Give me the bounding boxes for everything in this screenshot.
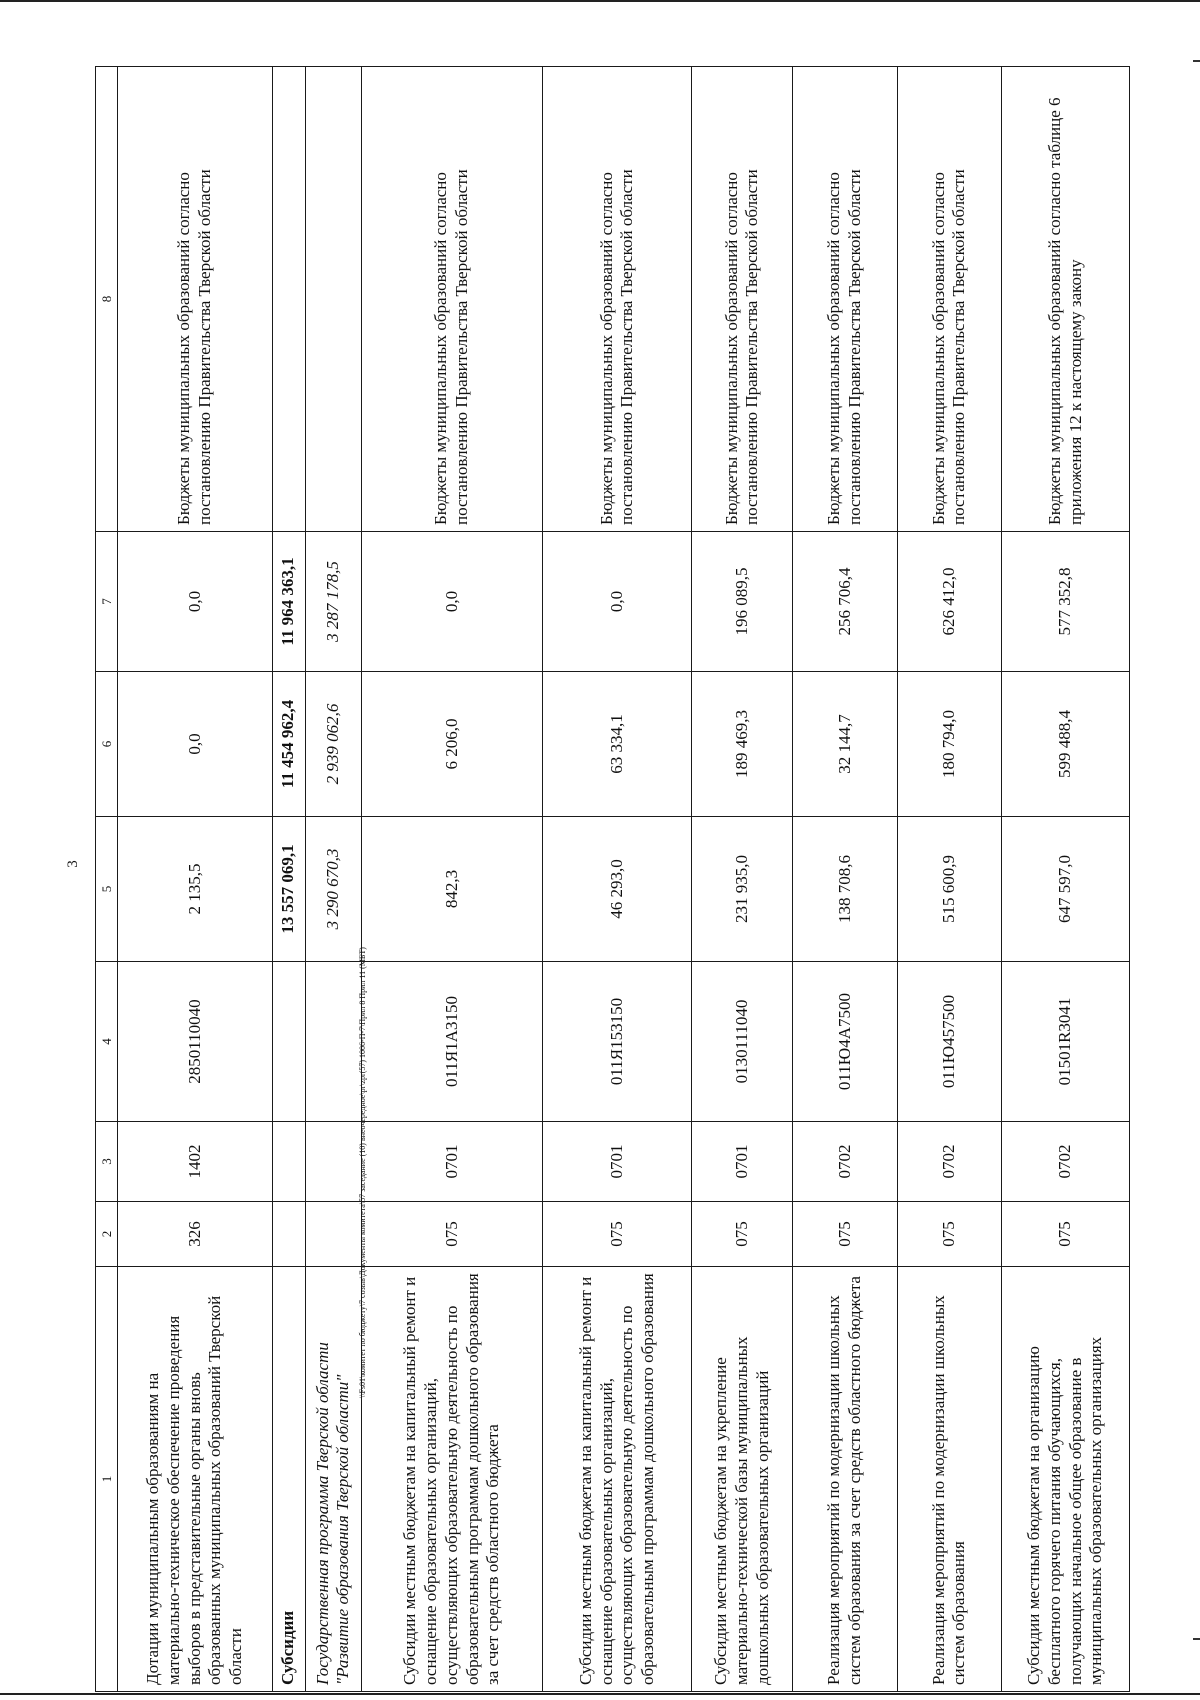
- code-cell: [305, 962, 361, 1122]
- page-number: 3: [64, 860, 81, 868]
- row-name: Субсидии местным бюджетам на капитальный ремонт и оснащение образовательных организаций, осуществляющих образовательную деятельность по образовательным программам дошкольного образования за счет средств областного бюджета: [362, 1267, 543, 1692]
- footer-file-path: \\Fs01\комитет по бюджету\7 созыв\Документы комитета\57 заседание (10) внеочередное\pr\zpr(57) 1006-П-7\Прил 8 Прил 11 (МБТ): [358, 947, 367, 1398]
- code-cell: 0701: [543, 1122, 692, 1202]
- scan-edge-bottom: [0, 1693, 1200, 1695]
- code-cell: 075: [692, 1202, 793, 1267]
- amount-cell: 6 206,0: [362, 672, 543, 817]
- amount-cell: 0,0: [543, 532, 692, 672]
- scan-edge-top: [0, 0, 1200, 2]
- code-cell: 0701: [362, 1122, 543, 1202]
- amount-cell: 3 290 670,3: [305, 817, 361, 962]
- column-header: 5: [96, 817, 118, 962]
- code-cell: [272, 1122, 305, 1202]
- code-cell: 0702: [793, 1122, 897, 1202]
- row-name: Дотации муниципальным образованиям на материально-техническое обеспечение проведения выборов в представительные органы вновь образованных муниципальных образований Тверской области: [118, 1267, 272, 1692]
- code-cell: 011Ю457500: [897, 962, 1001, 1122]
- rotated-table-container: [95, 67, 1130, 1692]
- code-cell: 326: [118, 1202, 272, 1267]
- recipient-cell: Бюджеты муниципальных образований согласно таблице 6 приложения 12 к настоящему закону: [1002, 67, 1130, 532]
- amount-cell: 13 557 069,1: [272, 817, 305, 962]
- row-name: Субсидии местным бюджетам на укрепление материально-технической базы муниципальных дошкольных образовательных организаций: [692, 1267, 793, 1692]
- row-name: Реализация мероприятий по модернизации школьных систем образования за счет средств областного бюджета: [793, 1267, 897, 1692]
- amount-cell: 3 287 178,5: [305, 532, 361, 672]
- code-cell: 075: [793, 1202, 897, 1267]
- row-name: Государственная программа Тверской области "Развитие образования Тверской области": [305, 1267, 361, 1692]
- amount-cell: 647 597,0: [1002, 817, 1130, 962]
- code-cell: 0702: [1002, 1122, 1130, 1202]
- amount-cell: 842,3: [362, 817, 543, 962]
- table-row: [1002, 67, 1130, 1692]
- table-row: [793, 67, 897, 1692]
- code-cell: 011Ю4А7500: [793, 962, 897, 1122]
- column-header: 7: [96, 532, 118, 672]
- amount-cell: 231 935,0: [692, 817, 793, 962]
- code-cell: 2850110040: [118, 962, 272, 1122]
- code-cell: 011Я1А3150: [362, 962, 543, 1122]
- recipient-cell: Бюджеты муниципальных образований согласно постановлению Правительства Тверской области: [362, 67, 543, 532]
- amount-cell: 63 334,1: [543, 672, 692, 817]
- recipient-cell: Бюджеты муниципальных образований согласно постановлению Правительства Тверской области: [793, 67, 897, 532]
- budget-table: [95, 66, 1130, 1692]
- table-row: [118, 67, 272, 1692]
- table-row: [543, 67, 692, 1692]
- amount-cell: 599 488,4: [1002, 672, 1130, 817]
- recipient-cell: [272, 67, 305, 532]
- recipient-cell: Бюджеты муниципальных образований согласно постановлению Правительства Тверской области: [897, 67, 1001, 532]
- code-cell: [272, 962, 305, 1122]
- code-cell: 075: [543, 1202, 692, 1267]
- code-cell: 0130111040: [692, 962, 793, 1122]
- amount-cell: 189 469,3: [692, 672, 793, 817]
- amount-cell: 196 089,5: [692, 532, 793, 672]
- amount-cell: 32 144,7: [793, 672, 897, 817]
- code-cell: 011Я153150: [543, 962, 692, 1122]
- amount-cell: 0,0: [362, 532, 543, 672]
- code-cell: 0701: [692, 1122, 793, 1202]
- scan-mark: [1193, 1638, 1200, 1640]
- code-cell: [305, 1122, 361, 1202]
- amount-cell: 256 706,4: [793, 532, 897, 672]
- amount-cell: 515 600,9: [897, 817, 1001, 962]
- table-row: [897, 67, 1001, 1692]
- column-header: 3: [96, 1122, 118, 1202]
- code-cell: 0702: [897, 1122, 1001, 1202]
- table-row: [692, 67, 793, 1692]
- row-name: Субсидии местным бюджетам на капитальный ремонт и оснащение образовательных организаций, осуществляющих образовательную деятельность по образовательным программам дошкольного образования: [543, 1267, 692, 1692]
- recipient-cell: Бюджеты муниципальных образований согласно постановлению Правительства Тверской области: [543, 67, 692, 532]
- amount-cell: 11 964 363,1: [272, 532, 305, 672]
- amount-cell: 0,0: [118, 532, 272, 672]
- row-name: Субсидии местным бюджетам на организацию бесплатного горячего питания обучающихся, получающих начальное общее образование в муниципальных образовательных организациях: [1002, 1267, 1130, 1692]
- code-cell: 1402: [118, 1122, 272, 1202]
- recipient-cell: Бюджеты муниципальных образований согласно постановлению Правительства Тверской области: [692, 67, 793, 532]
- amount-cell: 626 412,0: [897, 532, 1001, 672]
- row-name: Реализация мероприятий по модернизации школьных систем образования: [897, 1267, 1001, 1692]
- amount-cell: 46 293,0: [543, 817, 692, 962]
- amount-cell: 0,0: [118, 672, 272, 817]
- code-cell: 075: [362, 1202, 543, 1267]
- code-cell: 01501R3041: [1002, 962, 1130, 1122]
- amount-cell: 2 939 062,6: [305, 672, 361, 817]
- amount-cell: 180 794,0: [897, 672, 1001, 817]
- recipient-cell: [305, 67, 361, 532]
- column-header: 1: [96, 1267, 118, 1692]
- amount-cell: 2 135,5: [118, 817, 272, 962]
- amount-cell: 577 352,8: [1002, 532, 1130, 672]
- scan-mark: [1193, 60, 1200, 62]
- table-row: [305, 67, 361, 1692]
- column-header: 6: [96, 672, 118, 817]
- table-header-row: [96, 67, 118, 1692]
- column-header: 4: [96, 962, 118, 1122]
- code-cell: 075: [1002, 1202, 1130, 1267]
- column-header: 2: [96, 1202, 118, 1267]
- row-name: Субсидии: [272, 1267, 305, 1692]
- code-cell: [272, 1202, 305, 1267]
- table-row: [272, 67, 305, 1692]
- recipient-cell: Бюджеты муниципальных образований согласно постановлению Правительства Тверской области: [118, 67, 272, 532]
- table-row: [362, 67, 543, 1692]
- amount-cell: 138 708,6: [793, 817, 897, 962]
- amount-cell: 11 454 962,4: [272, 672, 305, 817]
- code-cell: 075: [897, 1202, 1001, 1267]
- code-cell: [305, 1202, 361, 1267]
- column-header: 8: [96, 67, 118, 532]
